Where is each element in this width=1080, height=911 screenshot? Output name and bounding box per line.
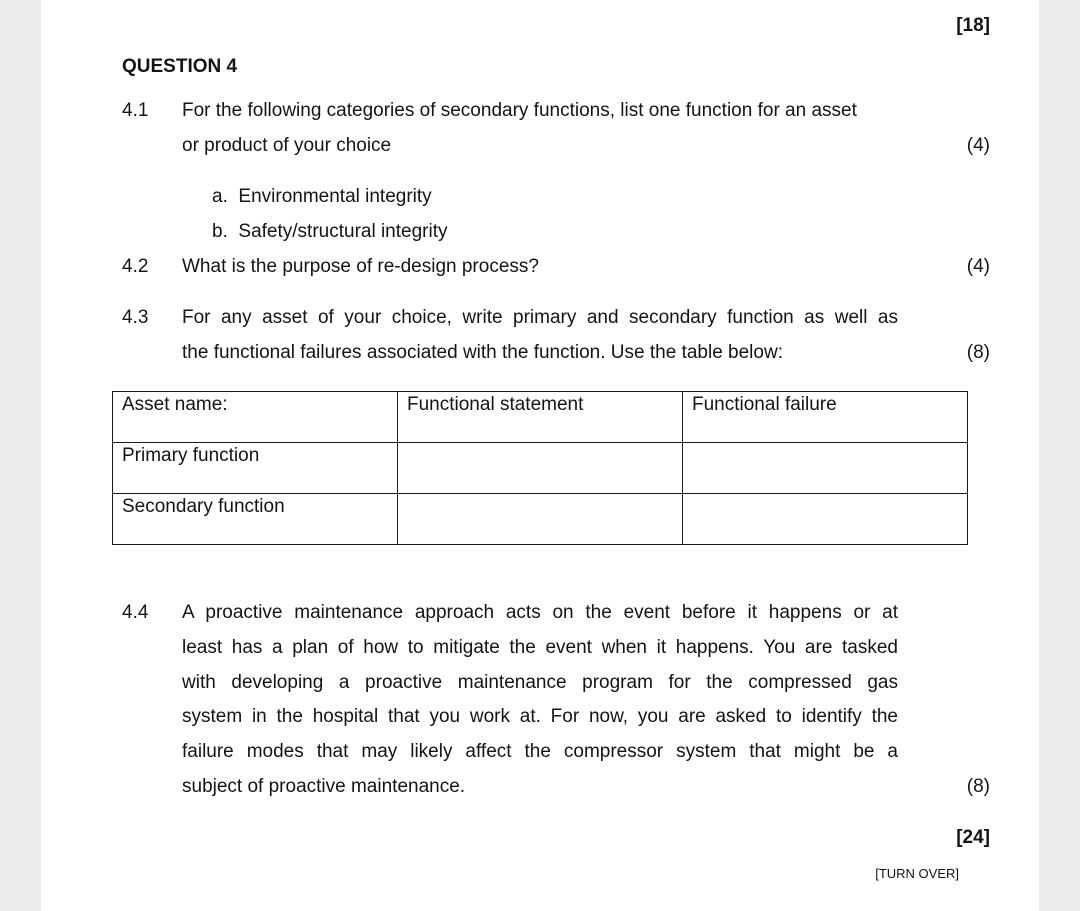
question-number-4-4: 4.4 bbox=[122, 602, 149, 623]
question-number-4-1: 4.1 bbox=[122, 100, 149, 121]
table-row bbox=[113, 494, 968, 545]
question-4-2-text: What is the purpose of re-design process? bbox=[182, 256, 539, 277]
question-4-4-line-1: A proactive maintenance approach acts on the event before it happens or at bbox=[182, 602, 898, 623]
question-4-1-line-1: For the following categories of secondary functions, list one function for an asset bbox=[182, 100, 857, 121]
marks-4-4: (8) bbox=[966, 776, 990, 797]
turn-over-note: [TURN OVER] bbox=[875, 866, 959, 881]
question-4-4-line-5: failure modes that may likely affect the compressor system that might be a bbox=[182, 741, 898, 762]
table-row bbox=[113, 443, 968, 494]
table-cell-primary-failure bbox=[683, 443, 968, 494]
marks-4-1: (4) bbox=[966, 135, 990, 156]
question-4-1-line-2: or product of your choice bbox=[182, 135, 392, 156]
table-header-row bbox=[113, 392, 968, 443]
question-4-4-line-6: subject of proactive maintenance. bbox=[182, 776, 466, 797]
marks-4-2: (4) bbox=[966, 256, 990, 277]
question-total: [24] bbox=[956, 827, 990, 848]
question-number-4-3: 4.3 bbox=[122, 307, 149, 328]
document-page bbox=[41, 0, 1039, 911]
table-cell-primary-function: Primary function bbox=[113, 443, 398, 494]
table-header-functional-statement: Functional statement bbox=[398, 392, 683, 443]
table-cell-secondary-failure bbox=[683, 494, 968, 545]
table-cell-secondary-function: Secondary function bbox=[113, 494, 398, 545]
table-header-asset-name: Asset name: bbox=[113, 392, 398, 443]
table-cell-primary-statement bbox=[398, 443, 683, 494]
question-4-3-line-1: For any asset of your choice, write primary and secondary function as well as bbox=[182, 307, 898, 328]
question-4-4-line-2: least has a plan of how to mitigate the event when it happens. You are tasked bbox=[182, 637, 898, 658]
marks-4-3: (8) bbox=[966, 342, 990, 363]
function-table bbox=[112, 391, 968, 545]
question-4-4-line-4: system in the hospital that you work at. For now, you are asked to identify the bbox=[182, 706, 898, 727]
table-header-functional-failure: Functional failure bbox=[683, 392, 968, 443]
question-number-4-2: 4.2 bbox=[122, 256, 149, 277]
question-title: QUESTION 4 bbox=[122, 56, 238, 77]
table-cell-secondary-statement bbox=[398, 494, 683, 545]
list-item-safety-structural-integrity: b. Safety/structural integrity bbox=[212, 221, 448, 242]
previous-question-total: [18] bbox=[956, 15, 990, 36]
question-4-4-line-3: with developing a proactive maintenance program for the compressed gas bbox=[182, 672, 898, 693]
list-item-environmental-integrity: a. Environmental integrity bbox=[212, 186, 432, 207]
question-4-3-line-2: the functional failures associated with the function. Use the table below: bbox=[182, 342, 783, 363]
